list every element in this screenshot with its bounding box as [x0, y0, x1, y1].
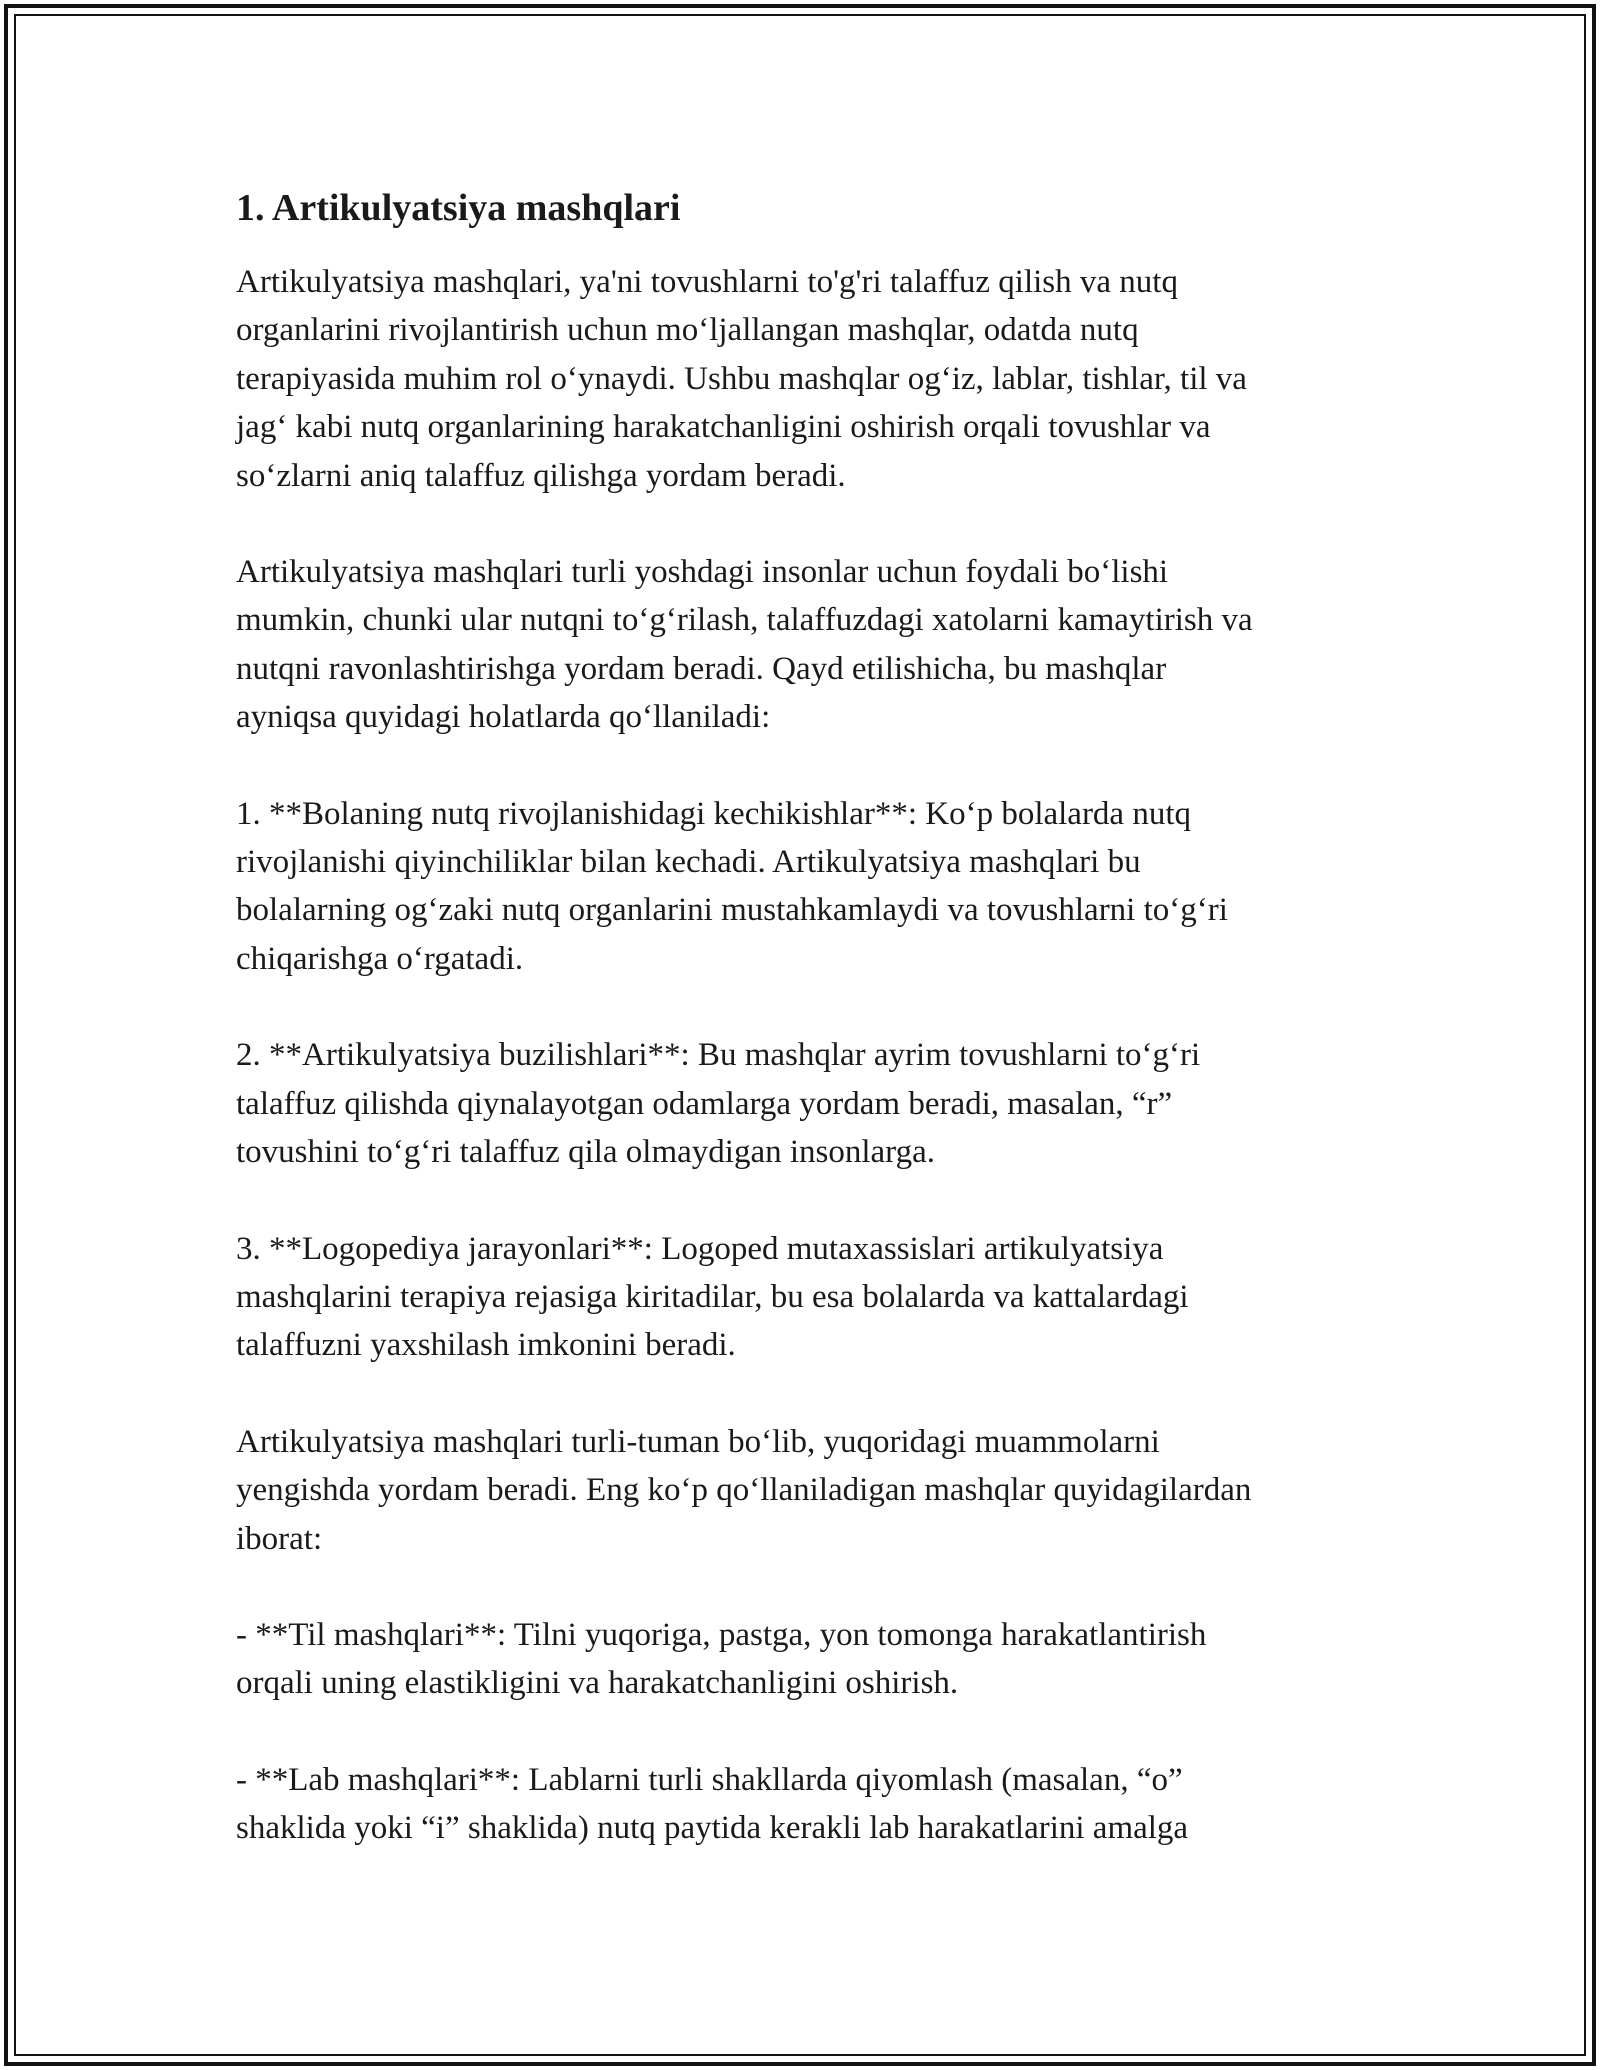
paragraph-intro: Artikulyatsiya mashqlari, ya'ni tovushlarni to'g'ri talaffuz qilish va nutq organlarini rivojlantirish uchun mo‘ljallangan mashqlar, odatda nutq terapiyasida muhim rol o‘ynaydi. Ushbu mashqlar og‘iz, lablar, tishlar, til va jag‘ kabi nutq organlarining harakatchanligini oshirish orqali tovushlar va so‘zlarni aniq talaffuz qilishga yordam beradi.: [236, 264, 1247, 494]
paragraph-usage: Artikulyatsiya mashqlari turli yoshdagi insonlar uchun foydali bo‘lishi mumkin, chunki ular nutqni to‘g‘rilash, talaffuzdagi xatolarni kamaytirish va nutqni ravonlashtirishga yordam beradi. Qayd etilishicha, bu mashqlar ayniqsa quyidagi holatlarda qo‘llaniladi:: [236, 554, 1253, 736]
list-item-speech-delay: 1. **Bolaning nutq rivojlanishidagi kechikishlar**: Ko‘p bolalarda nutq rivojlanishi qiyinchiliklar bilan kechadi. Artikulyatsiya mashqlari bu bolalarning og‘zaki nutq organlarini mustahkamlaydi va tovushlarni to‘g‘ri chiqarishga o‘rgatadi.: [236, 795, 1228, 977]
bullet-lip-exercises: - **Lab mashqlari**: Lablarni turli shakllarda qiyomlash (masalan, “o” shaklida yoki “i” shaklida) nutq paytida kerakli lab harakatlarini amalga: [236, 1761, 1189, 1847]
bullet-tongue-exercises: - **Til mashqlari**: Tilni yuqoriga, pastga, yon tomonga harakatlantirish orqali uning elastikligini va harakatchanligini oshirish.: [236, 1616, 1207, 1702]
document-body: [236, 184, 1396, 1901]
document-title: 1. Artikulyatsiya mashqlari: [236, 187, 681, 229]
list-item-speech-therapy: 3. **Logopediya jarayonlari**: Logoped mutaxassislari artikulyatsiya mashqlarini terapiya rejasiga kiritadilar, bu esa bolalarda va kattalardagi talaffuzni yaxshilash imkonini beradi.: [236, 1230, 1189, 1364]
paragraph-exercise-types: Artikulyatsiya mashqlari turli-tuman bo‘lib, yuqoridagi muammolarni yengishda yordam beradi. Eng ko‘p qo‘llaniladigan mashqlar quyidagilardan iborat:: [236, 1423, 1252, 1557]
list-item-articulation-disorders: 2. **Artikulyatsiya buzilishlari**: Bu mashqlar ayrim tovushlarni to‘g‘ri talaffuz qilishda qiynalayotgan odamlarga yordam beradi, masalan, “r” tovushini to‘g‘ri talaffuz qila olmaydigan insonlarga.: [236, 1037, 1201, 1171]
